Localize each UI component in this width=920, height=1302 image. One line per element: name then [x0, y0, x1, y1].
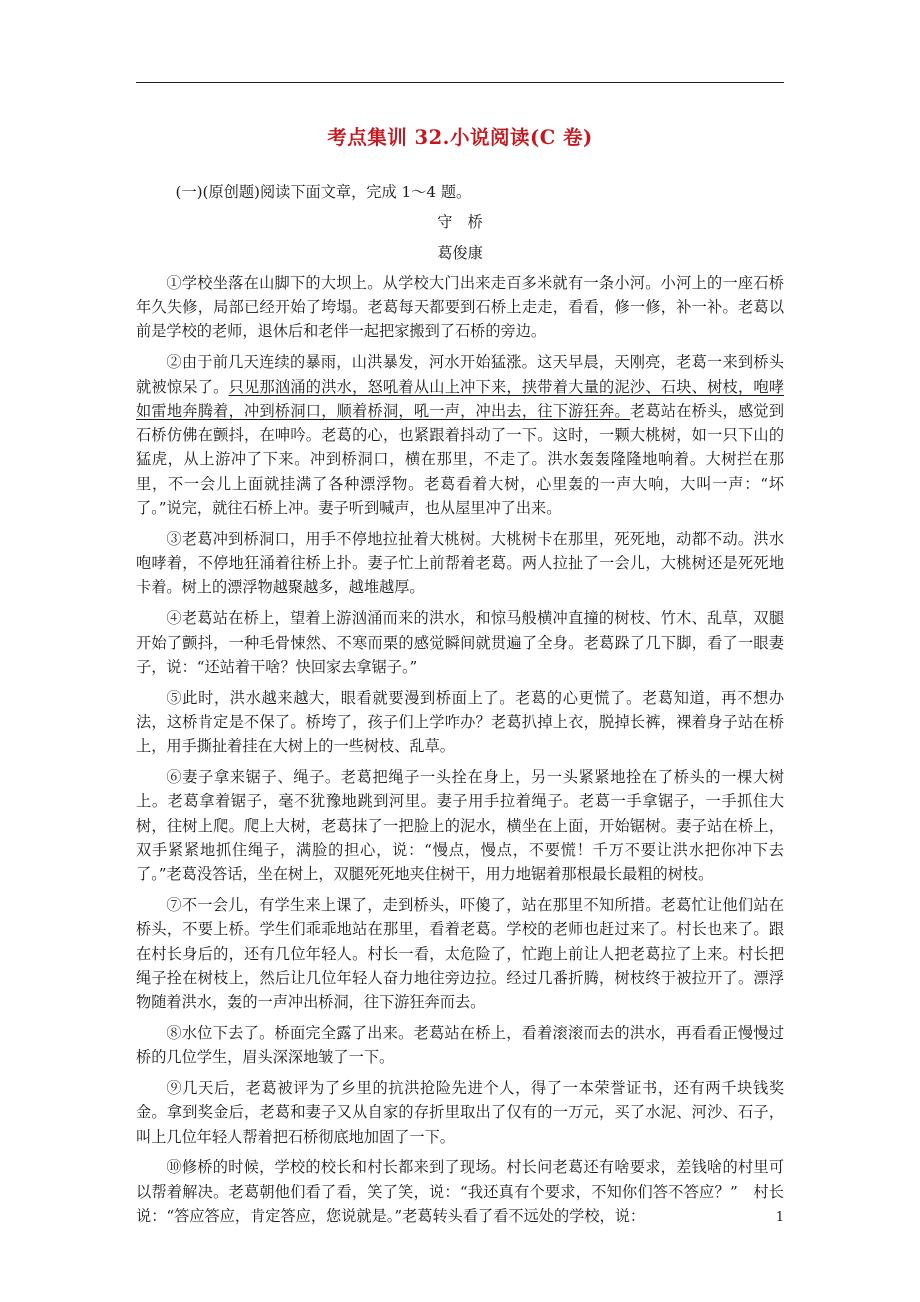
- page-number: 1: [775, 1210, 784, 1225]
- paragraph-9: ⑨几天后，老葛被评为了乡里的抗洪抢险先进个人，得了一本荣誉证书，还有两千块钱奖金。拿到奖金后，老葛和妻子又从自家的存折里取出了仅有的一万元，买了水泥、河沙、石子，叫上几位年轻人帮着把石桥彻底地加固了一下。: [136, 1079, 784, 1146]
- paragraph-6: ⑥妻子拿来锯子、绳子。老葛把绳子一头拴在身上，另一头紧紧地拴在了桥头的一棵大树上。老葛拿着锯子，毫不犹豫地跳到河里。妻子用手拉着绳子。老葛一手拿锯子，一手抓住大树，往树上爬。爬上大树，老葛抹了一把脸上的泥水，横坐在上面，开始锯树。妻子站在桥上，双手紧紧地抓住绳子，满脸的担心，说：“慢点，慢点，不要慌！千万不要让洪水把你冲下去了。”老葛没答话，坐在树上，双腿死死地夹住树干，用力地锯着那根最长最粗的树枝。: [136, 768, 784, 884]
- paragraph-8: ⑧水位下去了。桥面完全露了出来。老葛站在桥上，看着滚滚而去的洪水，再看看正慢慢过桥的几位学生，眉头深深地皱了一下。: [136, 1024, 784, 1067]
- story-title: 守 桥: [437, 213, 483, 232]
- paragraph-2: [136, 350, 784, 520]
- paragraph-5: ⑤此时，洪水越来越大，眼看就要漫到桥面上了。老葛的心更慌了。老葛知道，再不想办法，这桥肯定是不保了。桥垮了，孩子们上学咋办？老葛扒掉上衣，脱掉长裤，裸着身子站在桥上，用手撕扯着挂在大树上的一些树枝、乱草。: [136, 688, 784, 756]
- paragraph-2-text-b: 老葛站在桥头，感觉到石桥仿佛在颤抖，在呻吟。老葛的心，也紧跟着抖动了一下。这时，一颗大桃树，如一只下山的猛虎，从上游冲了下来。冲到桥洞口，横在那里，不走了。洪水轰轰隆隆地响着。大树拦在那里，不一会儿上面就挂满了各种漂浮物。老葛看着大树，心里轰的一声大响，大叫一声：“坏了。”说完，就往石桥上冲。妻子听到喊声，也从屋里冲了出来。: [136, 401, 785, 518]
- underlined-sentence: 只见那汹涌的洪水，怒吼着从山上冲下来，挟带着大量的泥沙、石块、树枝，咆哮如雷地奔腾着，冲到桥洞口，顺着桥洞，吼一声，冲出去，往下游狂奔。: [136, 377, 785, 420]
- top-rule: [136, 82, 784, 83]
- document-body: [136, 180, 784, 1235]
- paragraph-7: ⑦不一会儿，有学生来上课了，走到桥头，吓傻了，站在那里不知所措。老葛忙让他们站在桥头，不要上桥。学生们乖乖地站在那里，看着老葛。学校的老师也赶过来了。村长也来了。跟在村长身后的，还有几位年轻人。村长一看，太危险了，忙跑上前让人把老葛拉了上来。村长把绳子拴在树枝上，然后让几位年轻人奋力地往旁边拉。经过几番折腾，树枝终于被拉开了。漂浮物随着洪水，轰的一声冲出桥洞，往下游狂奔而去。: [136, 896, 784, 1012]
- paragraph-4: ④老葛站在桥上，望着上游汹涌而来的洪水，和惊马般横冲直撞的树枝、竹木、乱草，双腿开始了颤抖，一种毛骨悚然、不寒而栗的感觉瞬间就贯遍了全身。老葛跺了几下脚，看了一眼妻子，说：“还站着干啥？快回家去拿锯子。”: [136, 609, 784, 676]
- question-intro: (一)(原创题)阅读下面文章，完成 1～4 题。: [175, 183, 472, 201]
- page-title: 考点集训 32.小说阅读(C 卷): [327, 126, 593, 149]
- story-author: 葛俊康: [437, 243, 483, 262]
- paragraph-2-text-a: ②由于前几天连续的暴雨，山洪暴发，河水开始猛涨。这天早晨，天刚亮，老葛一来到桥头就被惊呆了。: [136, 353, 784, 396]
- paragraph-3: ③老葛冲到桥洞口，用手不停地拉扯着大桃树。大桃树卡在那里，死死地，动都不动。洪水咆哮着，不停地狂涌着往桥上扑。妻子忙上前帮着老葛。两人拉扯了一会儿，大桃树还是死死地卡着。树上的漂浮物越聚越多，越堆越厚。: [136, 529, 784, 597]
- paragraph-10: ⑩修桥的时候，学校的校长和村长都来到了现场。村长问老葛还有啥要求，差钱啥的村里可以帮着解决。老葛朝他们看了看，笑了笑，说：“我还真有个要求，不知你们答不答应？” 村长说：“答应答应，肯定答应，您说就是。”老葛转头看了看不远处的学校，说：: [136, 1158, 784, 1226]
- paragraph-1: ①学校坐落在山脚下的大坝上。从学校大门出来走百多米就有一条小河。小河上的一座石桥年久失修，局部已经开始了垮塌。老葛每天都要到石桥上走走，看看，修一修，补一补。老葛以前是学校的老师，退休后和老伴一起把家搬到了石桥的旁边。: [136, 273, 784, 341]
